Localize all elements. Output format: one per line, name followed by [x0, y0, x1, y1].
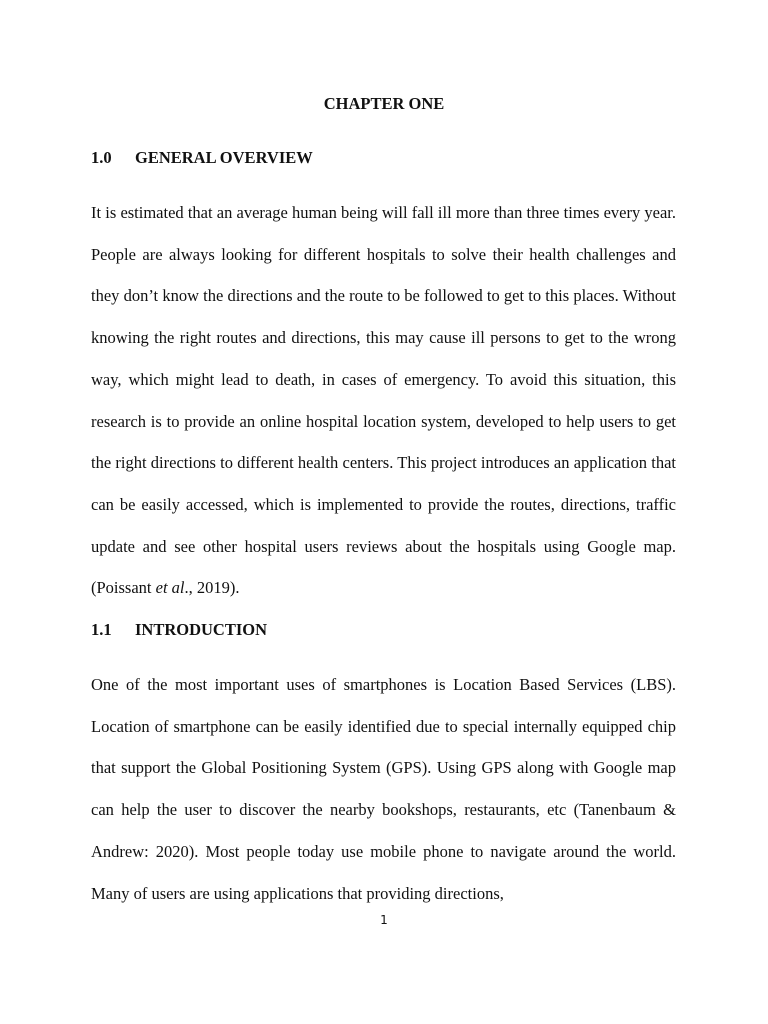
section-number: 1.0 — [91, 148, 112, 167]
section-title: GENERAL OVERVIEW — [135, 148, 313, 167]
section-heading-general-overview — [91, 146, 691, 170]
section-number: 1.1 — [91, 620, 112, 639]
paragraph-introduction: One of the most important uses of smartphones is Location Based Services (LBS). Location of smartphone can be easily identified due to special internally equipped chip that support the Global Positioning System (GPS). Using GPS along with Google map can help the user to discover the nearby bookshops, restaurants, etc (Tanenbaum & Andrew: 2020). Most people today use mobile phone to navigate around the world. Many of users are using applications that providing directions, — [91, 675, 676, 903]
paragraph-text: It is estimated that an average human being will fall ill more than three times every year. People are always looking for different hospitals to solve their health challenges and they don’t know the directions and the route to be followed to get to this places. Without knowing the right routes and directions, this may cause ill persons to get to the wrong way, which might lead to death, in cases of emergency. To avoid this situation, this research is to provide an online hospital location system, developed to help users to get the right directions to different health centers. This project introduces an application that can be easily accessed, which is implemented to provide the routes, directions, traffic update and see other hospital users reviews about the hospitals using Google map. (Poissant — [91, 203, 676, 598]
section-heading-introduction — [91, 618, 691, 642]
page-number: 1 — [380, 913, 388, 927]
paragraph-general-overview — [91, 192, 676, 609]
section-title: INTRODUCTION — [135, 620, 268, 639]
chapter-title: CHAPTER ONE — [323, 94, 445, 113]
citation-year: ., 2019). — [184, 578, 240, 598]
citation-et-al: et al — [155, 578, 185, 598]
